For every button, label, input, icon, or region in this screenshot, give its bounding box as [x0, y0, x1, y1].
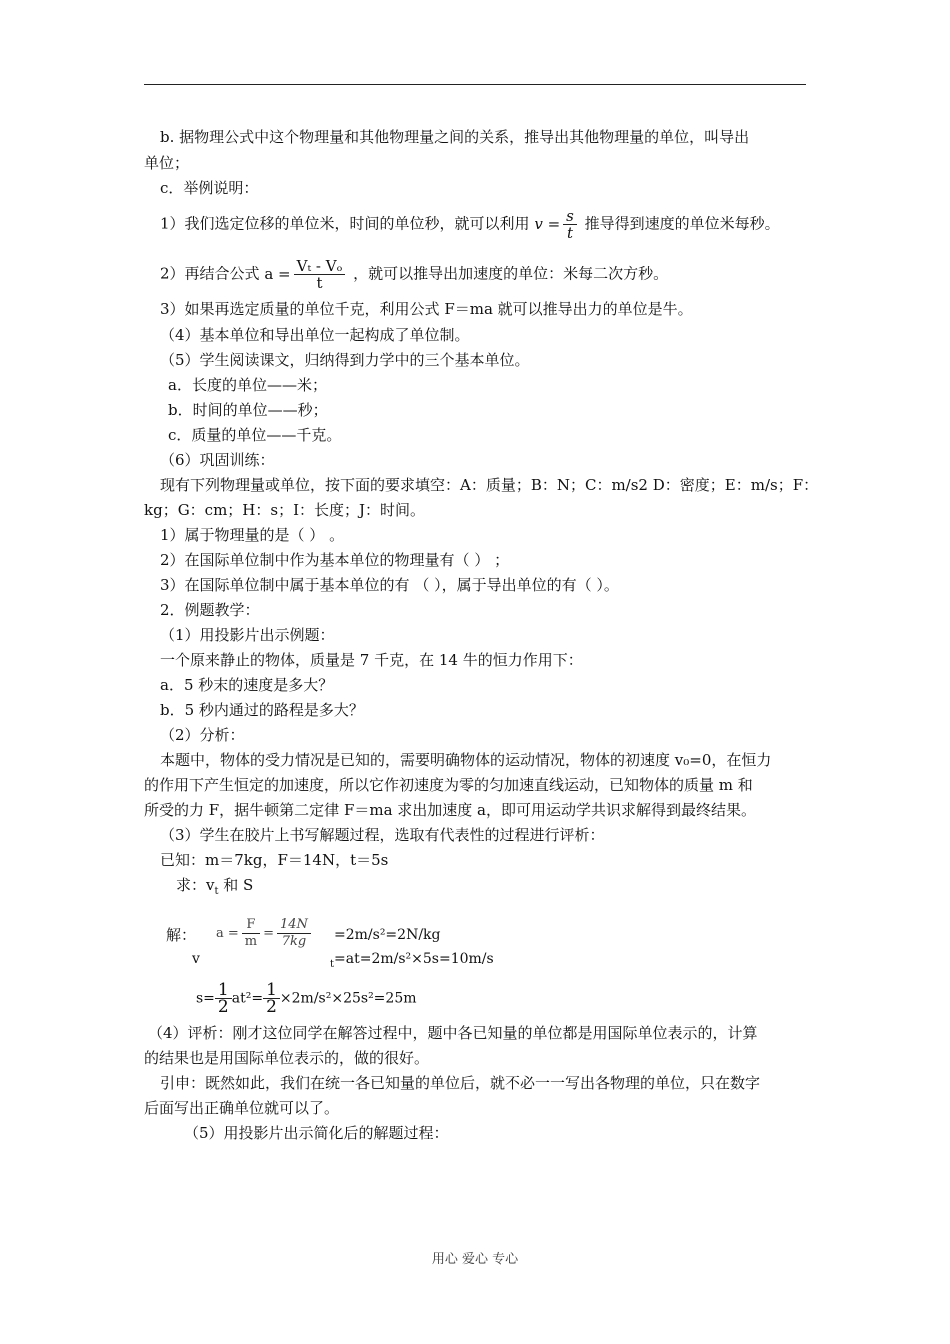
text-segment: 推导得到速度的单位米每秒。: [584, 214, 780, 233]
text-line: （6）巩固训练：: [160, 451, 275, 469]
fraction-numerator: 1: [215, 982, 232, 999]
text-line: （5）学生阅读课文，归纳得到力学中的三个基本单位。: [160, 351, 530, 369]
solution-label: 解：: [166, 926, 197, 944]
formula-lhs: v =: [534, 214, 561, 233]
subscript: t: [330, 958, 335, 970]
text-segment: ×2m/s²×25s²=25m: [279, 990, 417, 1007]
text-line: 现有下列物理量或单位，按下面的要求填空：A：质量；B：N；C：m/s2 D：密度；E：m/s；F：: [160, 476, 819, 494]
fraction-numerator: s: [563, 208, 577, 225]
text-segment: ，就可以推导出加速度的单位：米每二次方秒。: [353, 264, 669, 283]
text-line: b．时间的单位——秒；: [168, 401, 328, 419]
question-3: 3）在国际单位制中属于基本单位的有 （ ），属于导出单位的有（ ）。: [160, 576, 619, 594]
text-line: 本题中，物体的受力情况是已知的，需要明确物体的运动情况，物体的初速度 v₀=0，在恒力: [160, 751, 772, 769]
solution-v-label: v: [192, 951, 200, 967]
fraction-denominator: t: [316, 274, 323, 292]
fraction-numerator: 1: [263, 982, 280, 999]
subscript: t: [214, 886, 219, 897]
fraction-numerator: Vₜ - Vₒ: [294, 258, 346, 275]
solution-velocity-result: [330, 948, 494, 976]
text-segment: 1）我们选定位移的单位米，时间的单位秒，就可以利用: [160, 214, 530, 233]
solution-distance: [196, 982, 417, 1015]
text-line: （4）基本单位和导出单位一起构成了单位制。: [160, 326, 470, 344]
text-line: 一个原来静止的物体，质量是 7 千克，在 14 牛的恒力作用下：: [160, 651, 583, 669]
text-segment: 和 S: [218, 876, 254, 894]
question-2: 2）在国际单位制中作为基本单位的物理量有（ ） ；: [160, 551, 510, 569]
text-line: 3）如果再选定质量的单位千克，利用公式 F＝ma 就可以推导出力的单位是牛。: [160, 300, 693, 318]
text-line: b. 据物理公式中这个物理量和其他物理量之间的关系，推导出其他物理量的单位，叫导出: [160, 128, 750, 146]
text-segment: =at=2m/s²×5s=10m/s: [334, 951, 494, 967]
fraction-numerator: F: [242, 917, 260, 934]
page-footer: 用心 爱心 专心: [431, 1252, 519, 1267]
text-line: 后面写出正确单位就可以了。: [144, 1099, 340, 1117]
text-line: a．5 秒末的速度是多大？: [160, 676, 334, 694]
text-line: c．举例说明：: [160, 179, 259, 197]
text-line: 的结果也是用国际单位表示的，做的很好。: [144, 1049, 430, 1067]
text-segment: s=: [196, 990, 215, 1007]
question-1: 1）属于物理量的是（ ） 。: [160, 526, 345, 544]
example-2: [160, 258, 668, 291]
text-line: （1）用投影片出示例题：: [160, 626, 335, 644]
text-line: （2）分析：: [160, 726, 245, 744]
text-line: 已知：m＝7kg，F＝14N，t＝5s: [160, 851, 389, 869]
formula-solution-acceleration: [216, 917, 314, 950]
text-line: 的作用下产生恒定的加速度，所以它作初速度为零的匀加速直线运动，已知物体的质量 m 和: [144, 776, 753, 794]
text-segment: 求：v: [176, 876, 215, 894]
text-segment: at²=: [231, 990, 264, 1007]
formula-equals: =: [263, 926, 275, 941]
fraction-denominator: m: [244, 934, 258, 949]
text-line: （3）学生在胶片上书写解题过程，选取有代表性的过程进行评析：: [160, 826, 605, 844]
text-line: b．5 秒内通过的路程是多大？: [160, 701, 364, 719]
formula-acceleration: [264, 257, 348, 292]
solution-acceleration-result: =2m/s²=2N/kg: [334, 927, 441, 943]
formula-velocity: [534, 207, 580, 242]
formula-lhs: a =: [216, 926, 239, 941]
text-line: （4）评析：刚才这位同学在解答过程中，题中各已知量的单位都是用国际单位表示的，计算: [148, 1024, 758, 1042]
fraction-numerator: 14N: [277, 917, 311, 934]
text-line: （5）用投影片出示简化后的解题过程：: [184, 1124, 449, 1142]
fraction-denominator: 7kg: [281, 934, 307, 949]
fraction-denominator: 2: [266, 997, 277, 1017]
example-1: [160, 208, 780, 241]
text-segment: 2）再结合公式: [160, 264, 260, 283]
text-line: kg；G：cm；H：s；I：长度；J：时间。: [144, 501, 426, 519]
text-line: a．长度的单位——米；: [168, 376, 327, 394]
formula-lhs: a =: [264, 264, 291, 283]
text-line: 单位；: [144, 154, 190, 172]
text-line: 所受的力 F，据牛顿第二定律 F＝ma 求出加速度 a，即可用运动学共识求解得到最终结果。: [144, 801, 757, 819]
header-rule: [144, 84, 806, 85]
text-line: c．质量的单位——千克。: [168, 426, 342, 444]
section-heading: 2．例题教学：: [160, 601, 260, 619]
fraction-denominator: 2: [217, 997, 229, 1017]
fraction-denominator: t: [566, 224, 573, 242]
text-line: 引申：既然如此，我们在统一各已知量的单位后，就不必一一写出各物理的单位，只在数字: [160, 1074, 761, 1092]
text-line: [176, 874, 253, 903]
